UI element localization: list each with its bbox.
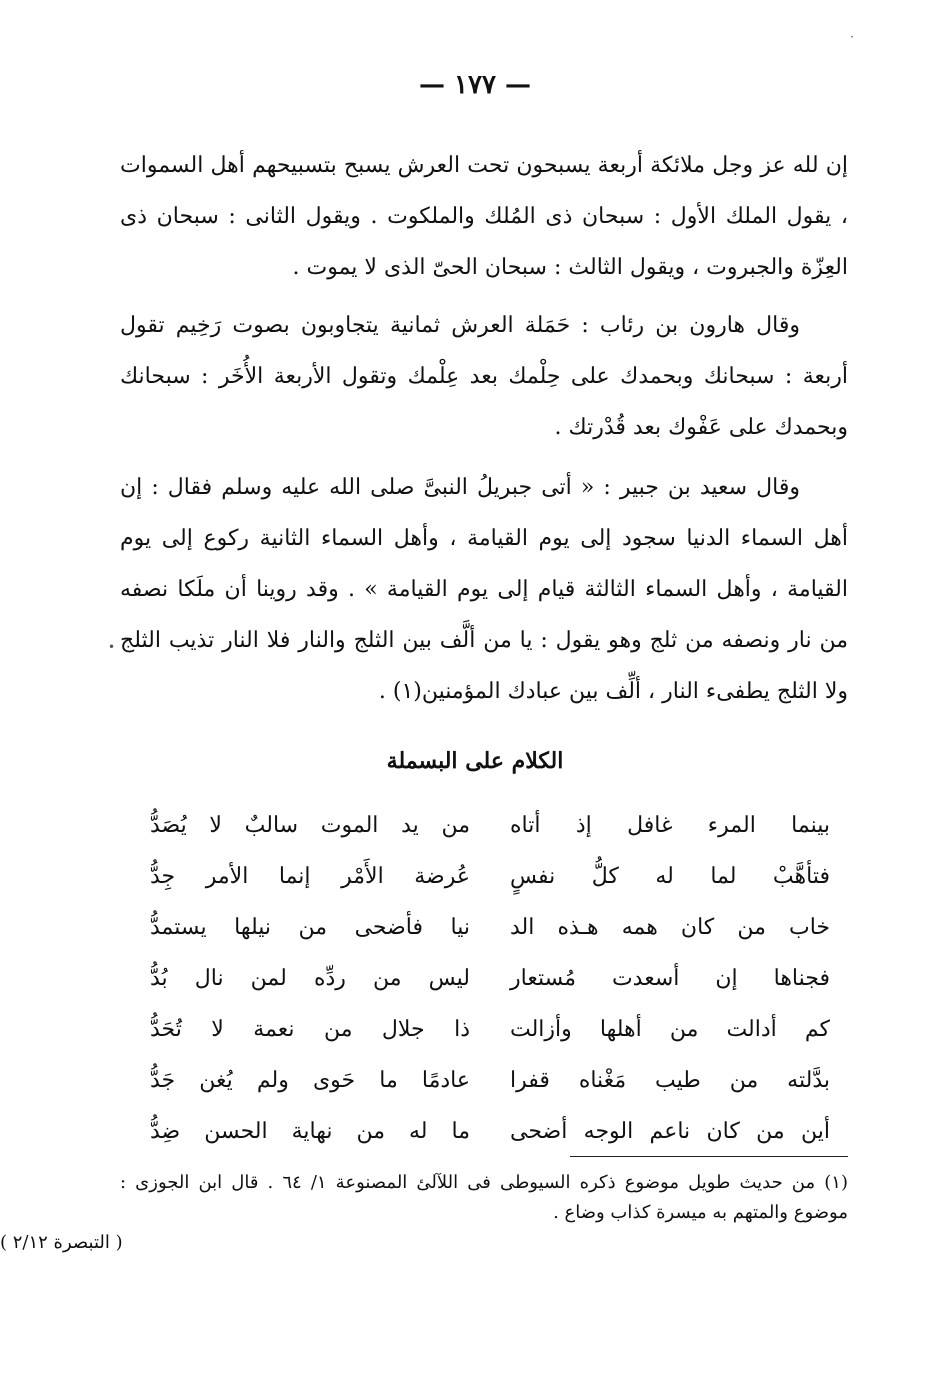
footnote-separator <box>570 1156 848 1157</box>
verse-second-half: ذا جلال من نعمة لا تُحَدُّ <box>150 1017 470 1042</box>
verse-second-half: عُرضة الأَمْر إنما الأمر جِدُّ <box>150 864 470 889</box>
poem-verse <box>150 800 830 851</box>
page-number: — ١٧٧ — <box>418 70 532 100</box>
paragraph-saeed <box>120 462 848 717</box>
section-heading: الكلام على البسملة <box>386 748 564 774</box>
verse-second-half: نيا فأضحى من نيلها يستمدُّ <box>150 915 470 940</box>
verse-first-half: خاب من كان همه هـذه الد <box>510 915 830 940</box>
verse-first-half: كم أدالت من أهلها وأزالت <box>510 1017 830 1042</box>
poem-verse <box>150 851 830 902</box>
poem-verse <box>150 953 830 1004</box>
verse-second-half: عادمًا ما حَوى ولم يُغن جَدُّ <box>150 1068 470 1093</box>
poem-verse <box>150 1004 830 1055</box>
paragraph-text: وقال سعيد بن جبير : « أتى جبريلُ النبىَّ صلى الله عليه وسلم فقال : إن أهل السماء الدنيا سجود إلى يوم القيامة ، وأهل السماء الثانية ركوع إلى يوم القيامة ، وأهل السماء الثالثة قيام إلى يوم القيامة » . وقد روينا أن ملَكا نصفه من نار ونصفه من ثلج وهو يقول : يا من ألَّف بين الثلج والنار فلا النار تذيب الثلج ولا الثلج يطفىء النار ، ألِّف بين عبادك المؤمنين(١) . <box>120 475 848 704</box>
paragraph-angels <box>120 140 848 293</box>
verse-first-half: فجناها إن أسعدت مُستعار <box>510 966 830 991</box>
verse-first-half: فتأهَّبْ لما له كلُّ نفسٍ <box>510 864 830 889</box>
poem-verse <box>150 1106 830 1157</box>
poem-verse <box>150 1055 830 1106</box>
verse-second-half: من يد الموت سالبٌ لا يُصَدُّ <box>150 813 470 838</box>
footnote: (١) من حديث طويل موضوع ذكره السيوطى فى اللآلئ المصنوعة ١/ ٦٤ . قال ابن الجوزى : موضوع والمتهم به ميسرة كذاب وضاع . <box>120 1172 848 1223</box>
poem-verse <box>150 902 830 953</box>
verse-first-half: بينما المرء غافل إذ أتاه <box>510 813 830 838</box>
poem <box>150 800 830 1157</box>
paragraph-haroun <box>120 300 848 453</box>
verse-second-half: ما له من نهاية الحسن ضِدُّ <box>150 1119 470 1144</box>
paragraph-text: إن لله عز وجل ملائكة أربعة يسبحون تحت العرش يسبح بتسبيحهم أهل السموات ، يقول الملك الأول : سبحان ذى المُلك والملكوت . ويقول الثانى : سبحان ذى العِزّة والجبروت ، ويقول الثالث : سبحان الحىّ الذى لا يموت . <box>120 153 848 280</box>
verse-first-half: أين من كان ناعم الوجه أضحى <box>510 1119 830 1144</box>
scan-speck: • <box>108 640 116 654</box>
paragraph-text: وقال هارون بن رئاب : حَمَلة العرش ثمانية يتجاوبون بصوت رَخِيم تقول أربعة : سبحانك وبحمدك على حِلْمك بعد عِلْمك وتقول الأربعة الأُخَر : سبحانك وبحمدك على عَفْوك بعد قُدْرتك . <box>120 313 848 440</box>
verse-second-half: ليس من ردِّه لمن نال بُدُّ <box>150 966 470 991</box>
scan-speck: · <box>850 30 854 44</box>
source-citation: ( التبصرة ٢/١٢ ) <box>0 1232 123 1253</box>
verse-first-half: بدَّلته من طيب مَغْناه قفرا <box>510 1068 830 1093</box>
